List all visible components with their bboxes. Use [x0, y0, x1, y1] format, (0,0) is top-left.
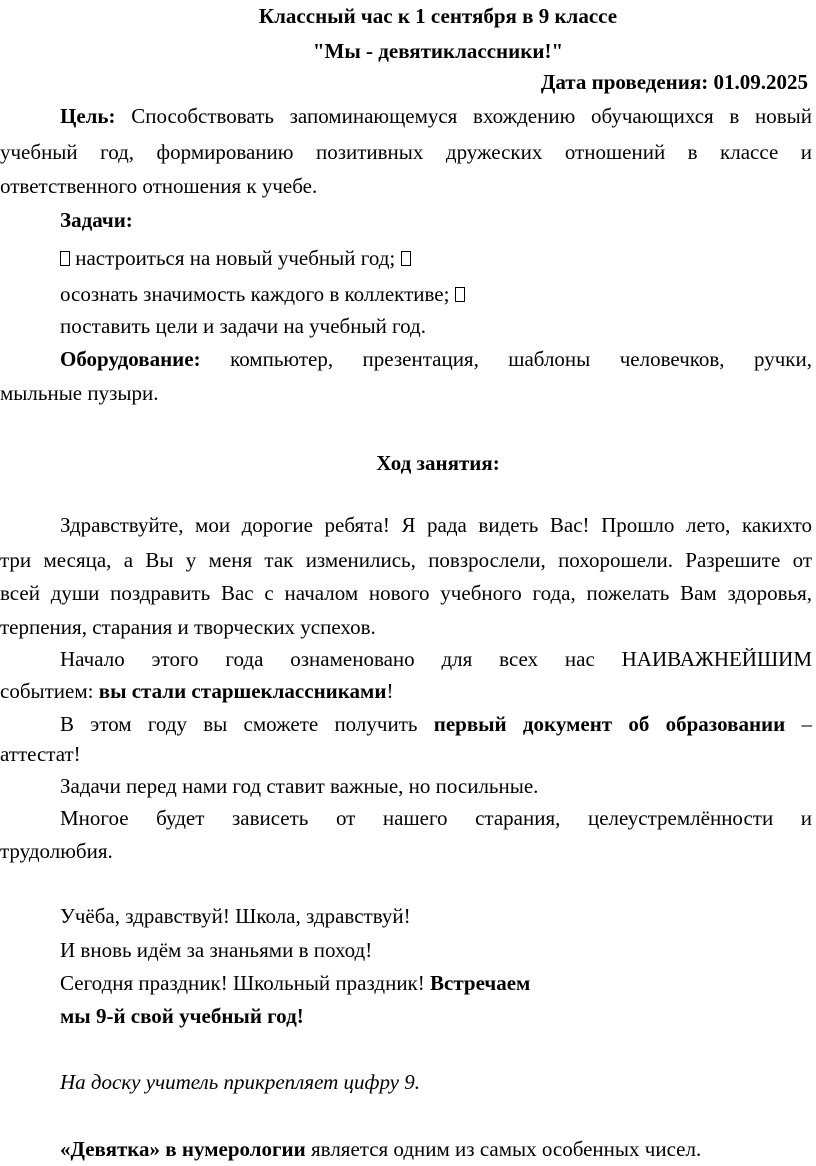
bullet-box-icon: [401, 251, 411, 266]
equipment-text-1: компьютер, презентация, шаблоны человечков, ручки,: [230, 347, 812, 371]
document-subtitle: "Мы - девятиклассники!": [312, 39, 564, 63]
document-line-2: аттестат!: [0, 742, 81, 766]
greeting-line-1: Здравствуйте, мои дорогие ребята! Я рада видеть Вас! Прошло лето, какихто: [60, 513, 812, 537]
greeting-line-3: всей души поздравить Вас с началом нового учебного года, пожелать Вам здоровья,: [0, 581, 812, 605]
poem-line-1: Учёба, здравствуй! Школа, здравствуй!: [60, 904, 411, 928]
equipment-line-1: [60, 346, 812, 372]
greeting-line-4: терпения, старания и творческих успехов.: [0, 615, 376, 639]
event-date: Дата проведения: 01.09.2025: [540, 70, 808, 94]
poem-line-2: И вновь идём за знаньями в поход!: [60, 938, 373, 962]
equipment-label: Оборудование:: [60, 347, 201, 371]
numerology-bold: «Девятка» в нумерологии: [60, 1137, 306, 1161]
equipment-line-2: мыльные пузыри.: [0, 381, 159, 405]
numerology-text: является одним из самых особенных чисел.: [311, 1137, 702, 1161]
document-suffix: –: [801, 712, 813, 736]
task-item-text: настроиться на новый учебный год;: [75, 246, 396, 270]
goal-label: Цель:: [60, 104, 116, 128]
numerology-line: [60, 1136, 701, 1162]
beginning-prefix: событием:: [0, 679, 94, 703]
document-line-1: [60, 711, 812, 737]
teacher-note: На доску учитель прикрепляет цифру 9.: [60, 1070, 420, 1094]
document-prefix: В этом году вы сможете получить: [60, 712, 418, 736]
beginning-highlight: вы стали старшеклассниками: [98, 679, 387, 703]
beginning-line-2: [0, 678, 393, 704]
task-item-2: [60, 281, 465, 307]
document-title: Классный час к 1 сентября в 9 классе: [258, 4, 618, 28]
task-item-3: поставить цели и задачи на учебный год.: [60, 314, 426, 338]
task-item-text: осознать значимость каждого в коллективе;: [60, 282, 450, 306]
beginning-suffix: !: [386, 679, 394, 703]
poem-line-4: мы 9-й свой учебный год!: [60, 1004, 304, 1028]
goal-text-1: Способствовать запоминающемуся вхождению обучающихся в новый: [131, 104, 813, 128]
task-item-1: [60, 245, 411, 271]
goal-line-1: [60, 103, 812, 129]
section-heading: Ход занятия:: [376, 451, 500, 475]
poem-line-3-text: Сегодня праздник! Школьный праздник!: [60, 971, 425, 995]
document-highlight: первый документ об образовании: [433, 712, 786, 736]
greeting-line-2: три месяца, а Вы у меня так изменились, повзрослели, похорошели. Разрешите от: [0, 548, 812, 572]
poem-line-3: [60, 970, 530, 996]
depend-line-2: трудолюбия.: [0, 839, 113, 863]
beginning-line-1: Начало этого года ознаменовано для всех нас НАИВАЖНЕЙШИМ: [60, 647, 812, 671]
goal-line-3: ответственного отношения к учебе.: [0, 174, 318, 198]
tasks-year-line: Задачи перед нами год ставит важные, но посильные.: [60, 774, 539, 798]
poem-line-3-bold: Встречаем: [430, 971, 531, 995]
goal-line-2: учебный год, формированию позитивных дружеских отношений в классе и: [0, 140, 812, 164]
tasks-label: Задачи:: [60, 208, 133, 232]
bullet-box-icon: [60, 251, 70, 266]
bullet-box-icon: [455, 287, 465, 302]
depend-line-1: Многое будет зависеть от нашего старания, целеустремлённости и: [60, 806, 812, 830]
